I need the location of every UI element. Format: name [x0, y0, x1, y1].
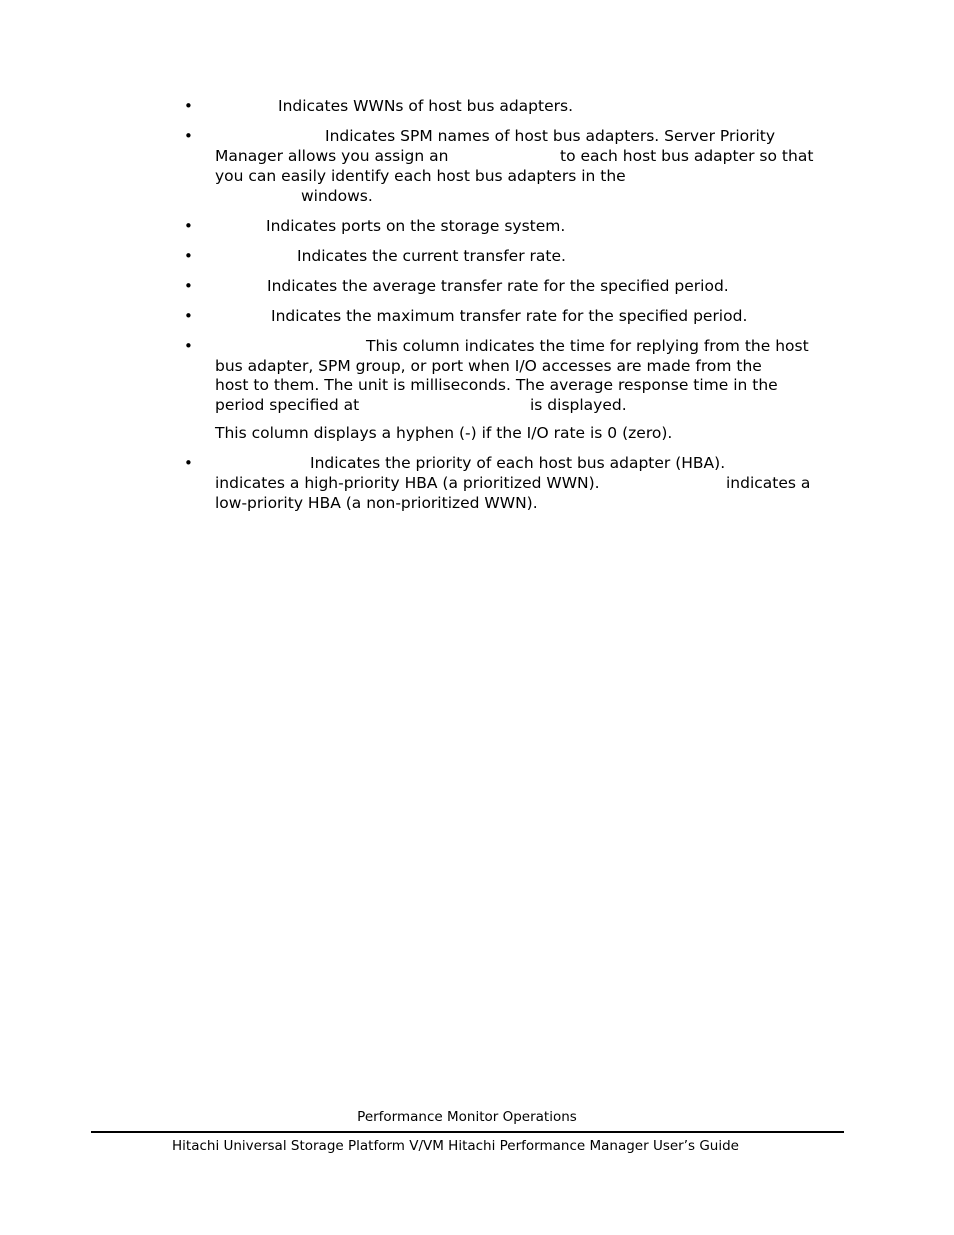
attribute-description-line2b: indicates a: [726, 474, 811, 492]
bullet-marker: •: [184, 247, 193, 265]
spm-name-description-line2b: to each host bus adapter so that: [560, 147, 814, 165]
wwn-description: Indicates WWNs of host bus adapters.: [278, 97, 574, 115]
footer-section-title: Performance Monitor Operations: [357, 1109, 577, 1125]
bullet-marker: •: [184, 337, 193, 355]
response-note: This column displays a hyphen (-) if the I/O rate is 0 (zero).: [215, 424, 673, 442]
response-description-line4b: is displayed.: [530, 396, 627, 414]
response-description-line1: This column indicates the time for replying from the host: [366, 337, 809, 355]
average-description: Indicates the average transfer rate for the specified period.: [267, 277, 729, 295]
spm-name-description-line1: Indicates SPM names of host bus adapters. Server Priority: [325, 127, 776, 145]
bullet-marker: •: [184, 277, 193, 295]
footer-divider: [91, 1131, 844, 1133]
bullet-marker: •: [184, 97, 193, 115]
spm-name-description-line4: windows.: [301, 187, 373, 205]
attribute-description-line1: Indicates the priority of each host bus adapter (HBA).: [310, 454, 726, 472]
attribute-description-line3: low-priority HBA (a non-prioritized WWN).: [215, 494, 538, 512]
footer-guide-title: Hitachi Universal Storage Platform V/VM Hitachi Performance Manager User’s Guide: [172, 1138, 739, 1154]
maximum-description: Indicates the maximum transfer rate for the specified period.: [271, 307, 748, 325]
bullet-marker: •: [184, 217, 193, 235]
current-description: Indicates the current transfer rate.: [297, 247, 566, 265]
response-description-line2: bus adapter, SPM group, or port when I/O accesses are made from the: [215, 357, 762, 375]
attribute-description-line2a: indicates a high-priority HBA (a prioritized WWN).: [215, 474, 600, 492]
port-description: Indicates ports on the storage system.: [266, 217, 566, 235]
bullet-marker: •: [184, 127, 193, 145]
response-description-line4a: period specified at: [215, 396, 360, 414]
bullet-marker: •: [184, 454, 193, 472]
bullet-marker: •: [184, 307, 193, 325]
spm-name-description-line3: you can easily identify each host bus adapters in the: [215, 167, 626, 185]
response-description-line3: host to them. The unit is milliseconds. The average response time in the: [215, 376, 778, 394]
spm-name-description-line2a: Manager allows you assign an: [215, 147, 449, 165]
